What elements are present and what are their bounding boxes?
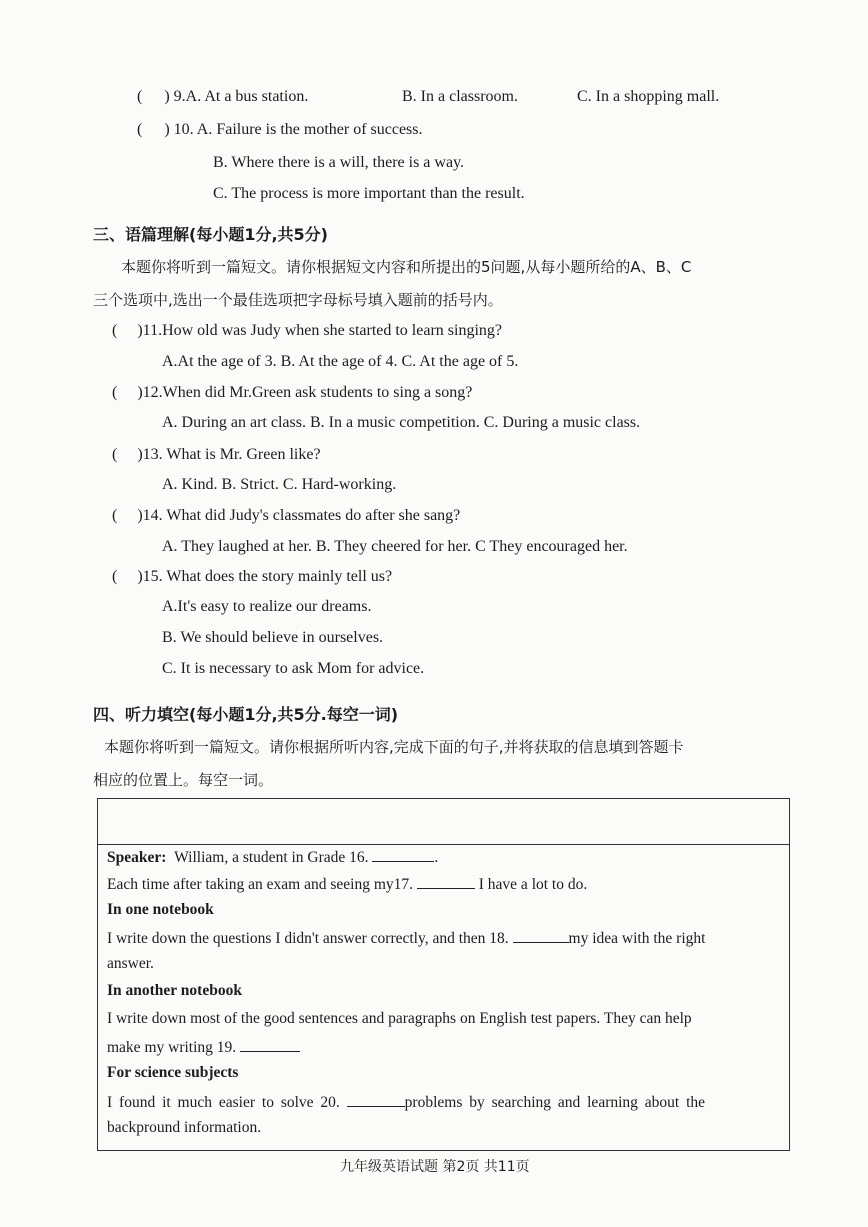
page-footer: 九年级英语试题 第2页 共11页 [340,1159,530,1175]
option-b: B. Where there is a will, there is a way. [213,154,465,171]
section-4-intro-cont: 相应的位置上。每空一词。 [93,771,274,789]
question-10 [137,121,423,139]
question-13: ( )13. What is Mr. Green like? [112,446,321,463]
fill-in-table [97,798,790,1151]
section-3-heading: 三、语篇理解(每小题1分,共5分) [93,225,328,244]
option-b: B. In a classroom. [402,88,518,105]
question-15: ( )15. What does the story mainly tell us? [112,568,393,585]
line-18-cont: answer. [107,955,154,972]
line-19: I write down most of the good sentences and paragraphs on English test papers. They can help [107,1010,692,1027]
line-20-cont: backpround information. [107,1119,262,1136]
option-c: C. The process is more important than the result. [213,185,525,202]
heading-one-notebook: In one notebook [107,901,214,918]
answer-paren[interactable]: ( ) [112,384,143,401]
answer-paren[interactable]: ( ) [112,507,143,524]
line-18: I write down the questions I didn't answer correctly, and then 18. my idea with the right [107,930,706,947]
option-a: 10. A. Failure is the mother of success. [173,121,423,138]
answer-paren[interactable]: ( ) [137,121,170,138]
question-9 [137,88,308,106]
option-c: C. In a shopping mall. [577,88,720,105]
blank-18[interactable] [513,928,569,943]
blank-16[interactable] [372,847,434,862]
blank-17[interactable] [417,874,475,889]
line-20: I found it much easier to solve 20. problems by searching and learning about the [107,1094,706,1111]
question-15-option-c: C. It is necessary to ask Mom for advice. [162,660,425,677]
answer-paren[interactable]: ( ) [112,446,143,463]
blank-20[interactable] [347,1092,405,1107]
heading-another-notebook: In another notebook [107,982,242,999]
blank-19[interactable] [240,1037,300,1052]
question-12: ( )12.When did Mr.Green ask students to sing a song? [112,384,473,401]
section-4-heading: 四、听力填空(每小题1分,共5分.每空一词) [93,705,399,724]
line-19-cont: make my writing 19. [107,1037,781,1057]
question-14: ( )14. What did Judy's classmates do after she sang? [112,507,461,524]
question-14-options: A. They laughed at her. B. They cheered for her. C They encouraged her. [162,538,628,555]
table-header-row [98,799,789,845]
answer-paren[interactable]: ( ) [112,568,143,585]
question-13-options: A. Kind. B. Strict. C. Hard-working. [162,476,397,493]
speaker-line: Speaker: William, a student in Grade 16. . [107,849,439,866]
question-15-option-a: A.It's easy to realize our dreams. [162,598,372,615]
question-11-options: A.At the age of 3. B. At the age of 4. C. At the age of 5. [162,353,519,370]
option-a: 9.A. At a bus station. [173,88,309,105]
question-12-options: A. During an art class. B. In a music competition. C. During a music class. [162,414,641,431]
question-11: ( )11.How old was Judy when she started to learn singing? [112,322,502,339]
heading-science-subjects: For science subjects [107,1064,239,1081]
answer-paren[interactable]: ( ) [112,322,143,339]
answer-paren[interactable]: ( ) [137,88,170,105]
section-3-intro-cont: 三个选项中,选出一个最佳选项把字母标号填入题前的括号内。 [93,291,503,309]
section-3-intro: 本题你将听到一篇短文。请你根据短文内容和所提出的5问题,从每小题所给的A、B、C [121,258,692,276]
section-4-intro: 本题你将听到一篇短文。请你根据所听内容,完成下面的句子,并将获取的信息填到答题卡 [104,738,684,756]
line-17: Each time after taking an exam and seeing my17. I have a lot to do. [107,876,588,893]
question-15-option-b: B. We should believe in ourselves. [162,629,384,646]
